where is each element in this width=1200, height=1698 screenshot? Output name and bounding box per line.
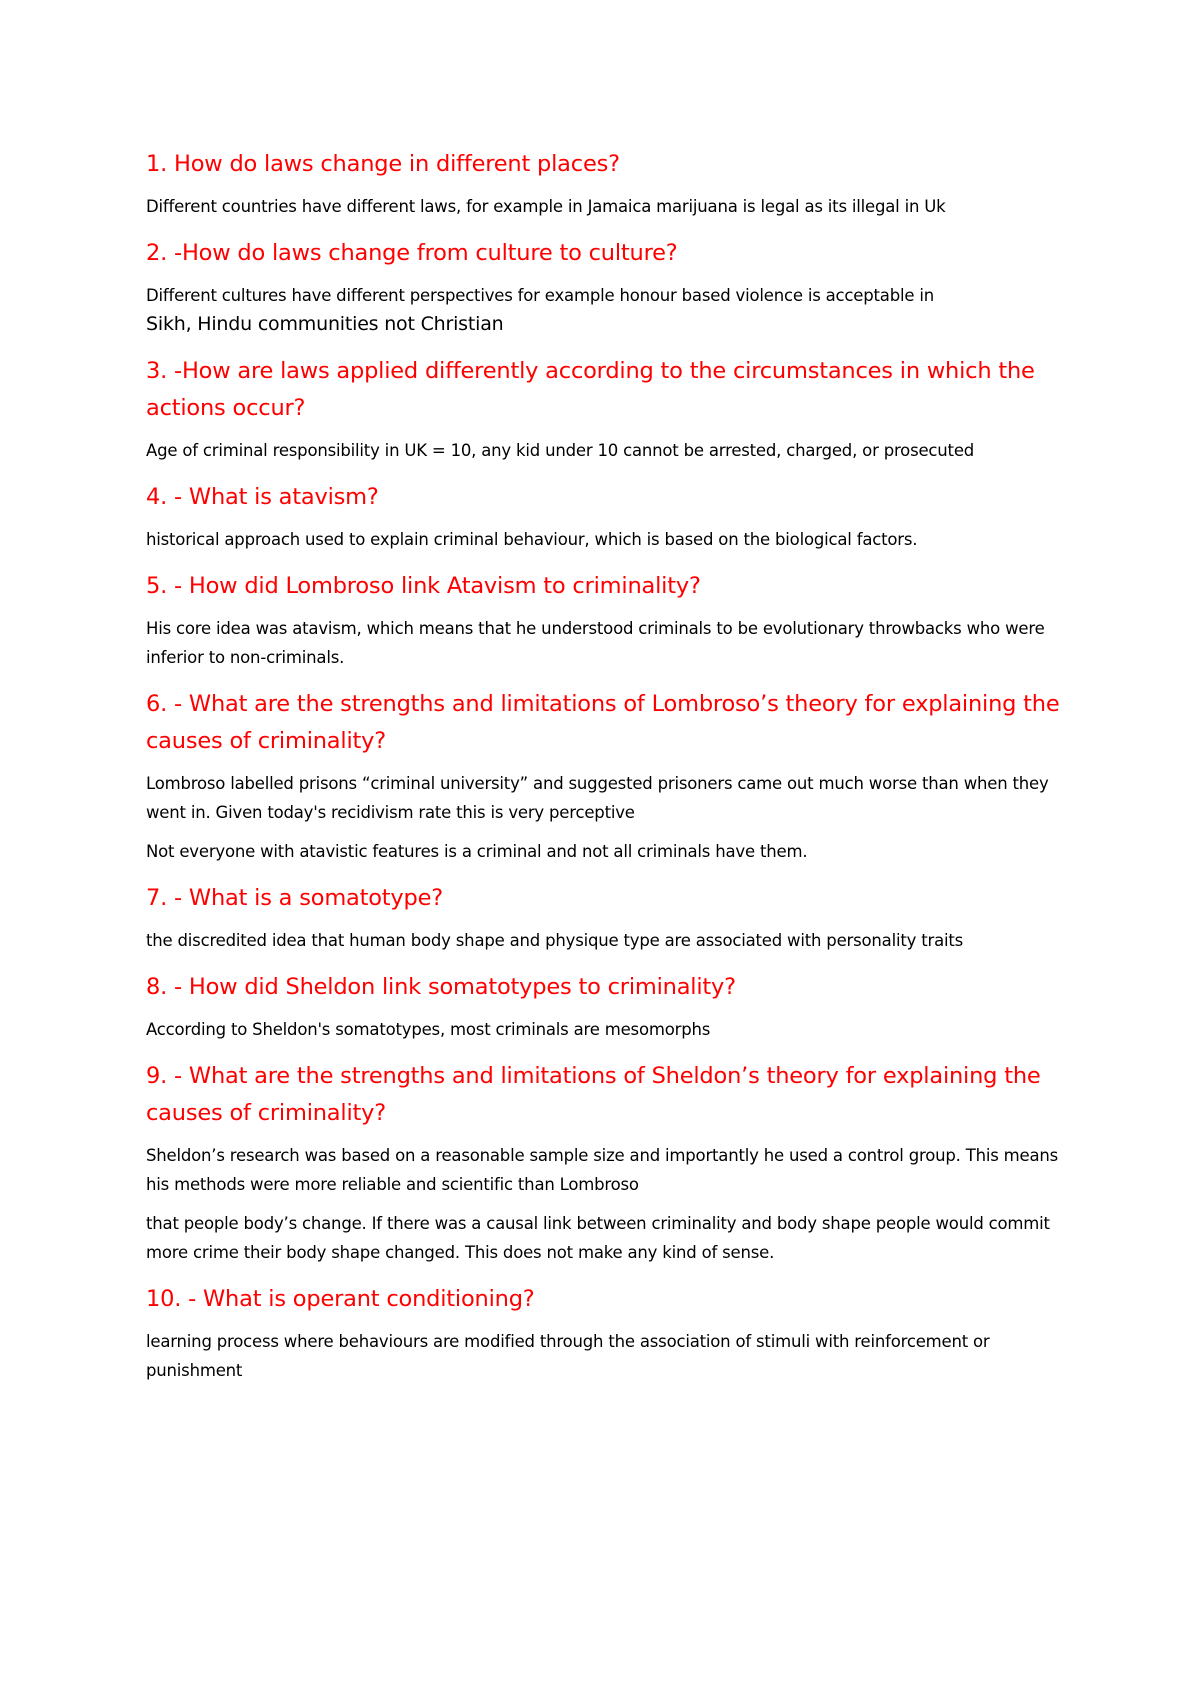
qa-item-3 xyxy=(146,353,1076,465)
question-4: 4. - What is atavism? xyxy=(146,484,379,510)
answer-4: historical approach used to explain criminal behaviour, which is based on the biological factors. xyxy=(146,530,918,549)
answer-2-continuation: Sikh, Hindu communities not Christian xyxy=(146,313,504,335)
answer-1: Different countries have different laws, for example in Jamaica marijuana is legal as its illegal in Uk xyxy=(146,197,946,216)
answer-2-text: Different cultures have different perspectives for example honour based violence is acceptable in xyxy=(146,286,934,305)
answer-9a: Sheldon’s research was based on a reasonable sample size and importantly he used a control group. This means his methods were more reliable and scientific than Lombroso xyxy=(146,1146,1059,1194)
qa-item-10 xyxy=(146,1281,1076,1385)
question-2: 2. -How do laws change from culture to culture? xyxy=(146,240,678,266)
answer-8: According to Sheldon's somatotypes, most criminals are mesomorphs xyxy=(146,1020,711,1039)
answer-6b: Not everyone with atavistic features is a criminal and not all criminals have them. xyxy=(146,842,808,861)
qa-item-1 xyxy=(146,146,1076,221)
question-8: 8. - How did Sheldon link somatotypes to criminality? xyxy=(146,974,736,1000)
question-10: 10. - What is operant conditioning? xyxy=(146,1286,535,1312)
answer-6a: Lombroso labelled prisons “criminal university” and suggested prisoners came out much worse than when they went in. Given today's recidivism rate this is very perceptive xyxy=(146,774,1049,822)
document-content xyxy=(146,146,1076,1399)
qa-item-2 xyxy=(146,235,1076,339)
question-6: 6. - What are the strengths and limitations of Lombroso’s theory for explaining the causes of criminality? xyxy=(146,691,1060,754)
question-1: 1. How do laws change in different places? xyxy=(146,151,620,177)
answer-7: the discredited idea that human body shape and physique type are associated with personality traits xyxy=(146,931,964,950)
qa-item-9 xyxy=(146,1058,1076,1267)
answer-5: His core idea was atavism, which means that he understood criminals to be evolutionary throwbacks who were inferior to non-criminals. xyxy=(146,619,1045,667)
answer-10: learning process where behaviours are modified through the association of stimuli with reinforcement or punishment xyxy=(146,1332,990,1380)
question-7: 7. - What is a somatotype? xyxy=(146,885,444,911)
question-9: 9. - What are the strengths and limitations of Sheldon’s theory for explaining the causes of criminality? xyxy=(146,1063,1041,1126)
qa-item-6 xyxy=(146,686,1076,866)
qa-item-4 xyxy=(146,479,1076,554)
qa-item-7 xyxy=(146,880,1076,955)
qa-item-5 xyxy=(146,568,1076,672)
answer-3: Age of criminal responsibility in UK = 10, any kid under 10 cannot be arrested, charged, or prosecuted xyxy=(146,441,975,460)
qa-item-8 xyxy=(146,969,1076,1044)
question-5: 5. - How did Lombroso link Atavism to criminality? xyxy=(146,573,701,599)
answer-2 xyxy=(146,281,1076,339)
question-3: 3. -How are laws applied differently according to the circumstances in which the actions occur? xyxy=(146,358,1035,421)
answer-9b: that people body’s change. If there was a causal link between criminality and body shape people would commit more crime their body shape changed. This does not make any kind of sense. xyxy=(146,1214,1050,1262)
